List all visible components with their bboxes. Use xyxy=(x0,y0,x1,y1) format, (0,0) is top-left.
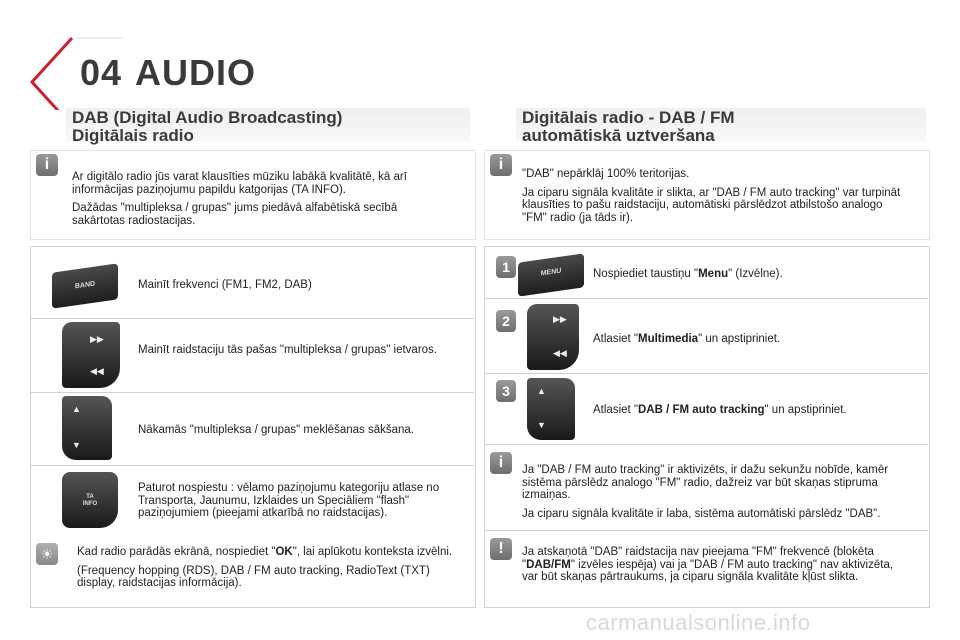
right-info-p2: Ja ciparu signāla kvalitāte ir slikta, ar "DAB / FM auto tracking" var turpināt klausīties to pašu raidstaciju, automātiski pārslēdzot atbilstošo analogo "FM" radio (ja tāds ir). xyxy=(522,186,901,224)
right-section-title xyxy=(522,109,735,145)
left-tip-p1 xyxy=(77,546,457,559)
right-info2-text xyxy=(522,464,918,526)
left-info-text xyxy=(72,171,444,233)
left-tip-p2: (Frequency hopping (RDS), DAB / FM auto tracking, RadioText (TXT) display, raidstacijas informācija). xyxy=(77,564,430,589)
left-title-line1: DAB (Digital Audio Broadcasting) xyxy=(72,108,343,127)
down-arrow-icon: ▼ xyxy=(537,420,546,430)
info-label: INFO xyxy=(82,501,98,507)
row-updown-text: Nākamās "multipleksa / grupas" meklēšanas sākšana. xyxy=(138,424,414,436)
info-icon: i xyxy=(490,154,512,176)
step1-text: Nospiediet taustiņu "Menu" (Izvēlne). xyxy=(593,268,783,280)
updown-buttons-image xyxy=(62,396,112,460)
right-info2-p2: Ja ciparu signāla kvalitāte ir laba, sistēma automātiski pārslēdz "DAB". xyxy=(522,507,881,520)
right-info2-p1: Ja "DAB / FM auto tracking" ir aktivizēts, ir dažu sekunžu nobīde, kamēr sistēma pārslēdz analogo "FM" radio, dažreiz var būt skaņas stipruma izmaiņas. xyxy=(522,464,889,501)
watermark: carmanualsonline.info xyxy=(586,610,811,635)
row-ta-text: Paturot nospiestu : vēlamo paziņojumu kategoriju atlase no Transporta, Jaunumu, Izklaides un Speciāliem "flash" paziņojumiem (pieejami atkarībā no raidstacijas). xyxy=(138,482,440,519)
ta-info-button-image xyxy=(62,472,118,528)
tip-pre: Kad radio parādās ekrānā, nospiediet " xyxy=(77,546,276,558)
step2-seek-buttons-image xyxy=(527,304,579,370)
left-section-title xyxy=(72,109,342,145)
up-arrow-icon: ▲ xyxy=(537,386,546,396)
right-info-text xyxy=(522,168,902,230)
right-title-line2: automātiskā uztveršana xyxy=(522,126,715,145)
step3-number: 3 xyxy=(496,380,516,402)
left-tip-text xyxy=(77,546,457,596)
warning-icon: ! xyxy=(490,538,512,560)
rewind-icon: ◀◀ xyxy=(553,348,567,358)
right-title-line1: Digitālais radio - DAB / FM xyxy=(522,108,735,127)
step2-text: Atlasiet "Multimedia" un apstipriniet. xyxy=(593,333,781,345)
tip-post: ", lai aplūkotu konteksta izvēlni. xyxy=(292,546,453,558)
chapter-number: 04 xyxy=(80,52,123,93)
row-band-text: Mainīt frekvenci (FM1, FM2, DAB) xyxy=(138,279,312,291)
left-info-p2: Dažādas "multipleksa / grupas" jums piedāvā alfabētiskā secībā sakārtotas radiostacijas. xyxy=(72,202,398,227)
up-arrow-icon: ▲ xyxy=(72,404,81,414)
left-info-p1: Ar digitālo radio jūs varat klausīties mūziku labākā kvalitātē, kā arī informācijas paziņojumu papildu katgorijas (TA INFO). xyxy=(72,171,407,196)
right-info-p1: "DAB" nepārklāj 100% teritorijas. xyxy=(522,168,690,180)
band-button-label: BAND xyxy=(74,280,96,291)
left-title-line2: Digitālais radio xyxy=(72,126,194,145)
step1-number: 1 xyxy=(496,256,516,278)
menu-button-label: MENU xyxy=(540,267,562,278)
seek-buttons-image xyxy=(62,322,120,388)
rewind-icon: ◀◀ xyxy=(90,366,104,376)
tip-ok: OK xyxy=(275,546,293,558)
fast-forward-icon: ▶▶ xyxy=(553,314,567,324)
chapter-title: AUDIO xyxy=(135,52,256,93)
down-arrow-icon: ▼ xyxy=(72,440,81,450)
info-icon: i xyxy=(490,452,512,474)
tip-sun-icon: ☀ xyxy=(36,543,58,565)
ta-label: TA xyxy=(86,494,94,500)
right-warning-text: Ja atskaņotā "DAB" raidstacija nav pieejama "FM" frekvencē (blokēta "DAB/FM" izvēles iespēja) vai ja "DAB / FM auto tracking" nav aktivizēta, var būt skaņas pārtraukums, ja ciparu signāla kvalitāte kļūst slikta. xyxy=(522,546,894,583)
step3-text: Atlasiet "DAB / FM auto tracking" un apstipriniet. xyxy=(593,404,847,416)
step2-number: 2 xyxy=(496,310,516,332)
fast-forward-icon: ▶▶ xyxy=(90,334,104,344)
row-seek-text: Mainīt raidstaciju tās pašas "multipleksa / grupas" ietvaros. xyxy=(138,344,437,356)
step3-updown-buttons-image xyxy=(527,378,575,440)
info-icon: i xyxy=(36,154,58,176)
